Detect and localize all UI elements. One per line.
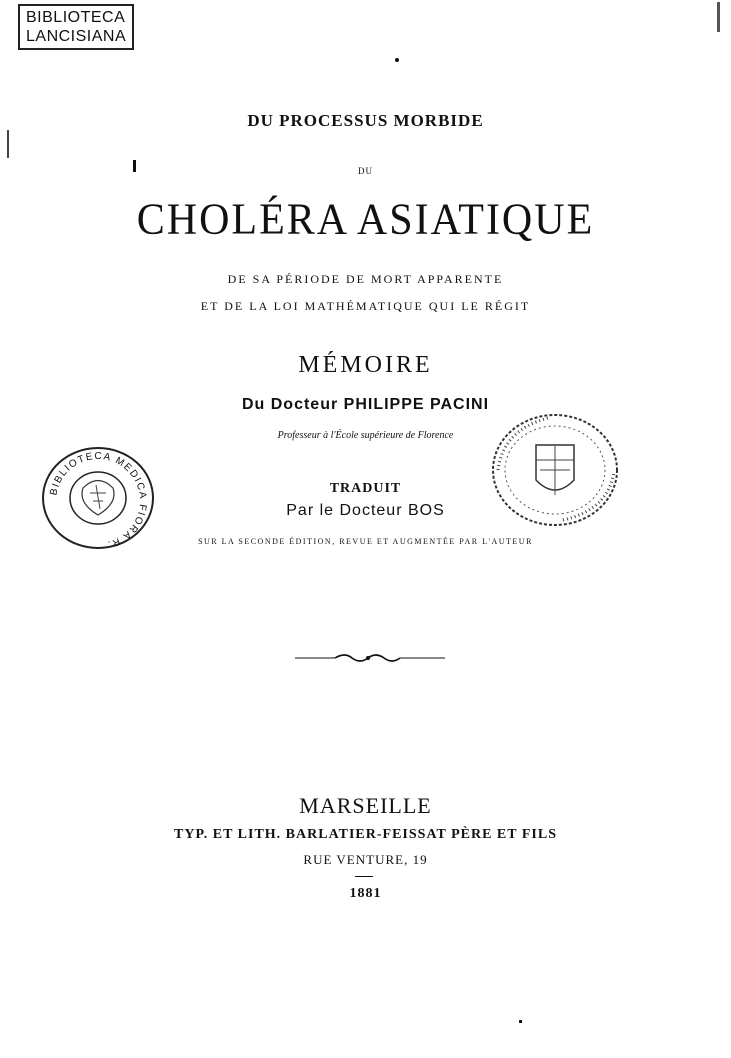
page-edge-mark (717, 2, 720, 32)
ink-speck-bottom (519, 1020, 522, 1023)
heading-processus: DU PROCESSUS MORBIDE (247, 111, 484, 130)
subtitle-line-2: ET DE LA LOI MATHÉMATIQUE QUI LE RÉGIT (200, 299, 531, 313)
imprint-year: 1881 (349, 886, 382, 901)
traduit-label: TRADUIT (329, 481, 402, 496)
library-stamp-line1: BIBLIOTECA (26, 9, 126, 26)
heading-du: DU (358, 166, 373, 176)
imprint-city: MARSEILLE (299, 793, 432, 818)
short-rule (355, 876, 373, 877)
subtitle-line-1: DE SA PÉRIODE DE MORT APPARENTE (227, 272, 504, 286)
imprint-address: RUE VENTURE, 19 (303, 852, 428, 867)
translator-line: Par le Docteur BOS (286, 502, 445, 519)
ink-speck (395, 58, 399, 62)
edition-note: SUR LA SECONDE ÉDITION, REVUE ET AUGMENTÉE PAR L'AUTEUR (198, 537, 533, 546)
library-stamp-lancisiana (18, 4, 134, 50)
seal-crest-icon (82, 481, 114, 516)
imprint-printer: TYP. ET LITH. BARLATIER-FEISSAT PÈRE ET FILS (174, 827, 557, 842)
memoire-heading: MÉMOIRE (298, 352, 433, 378)
library-seal-left (38, 443, 158, 553)
margin-mark (7, 130, 9, 158)
seal-text: BIBLIOTECA MEDICA FIORA R. (48, 450, 149, 551)
page-title: CHOLÉRA ASIATIQUE (136, 195, 595, 245)
author-line: Du Docteur PHILIPPE PACINI (241, 396, 490, 413)
ornament-divider-icon (290, 650, 450, 666)
seal-coat-of-arms-icon (536, 445, 574, 495)
library-stamp-line2: LANCISIANA (26, 28, 127, 45)
author-title: Professeur à l'École supérieure de Florence (277, 430, 454, 441)
library-seal-right (488, 410, 623, 530)
